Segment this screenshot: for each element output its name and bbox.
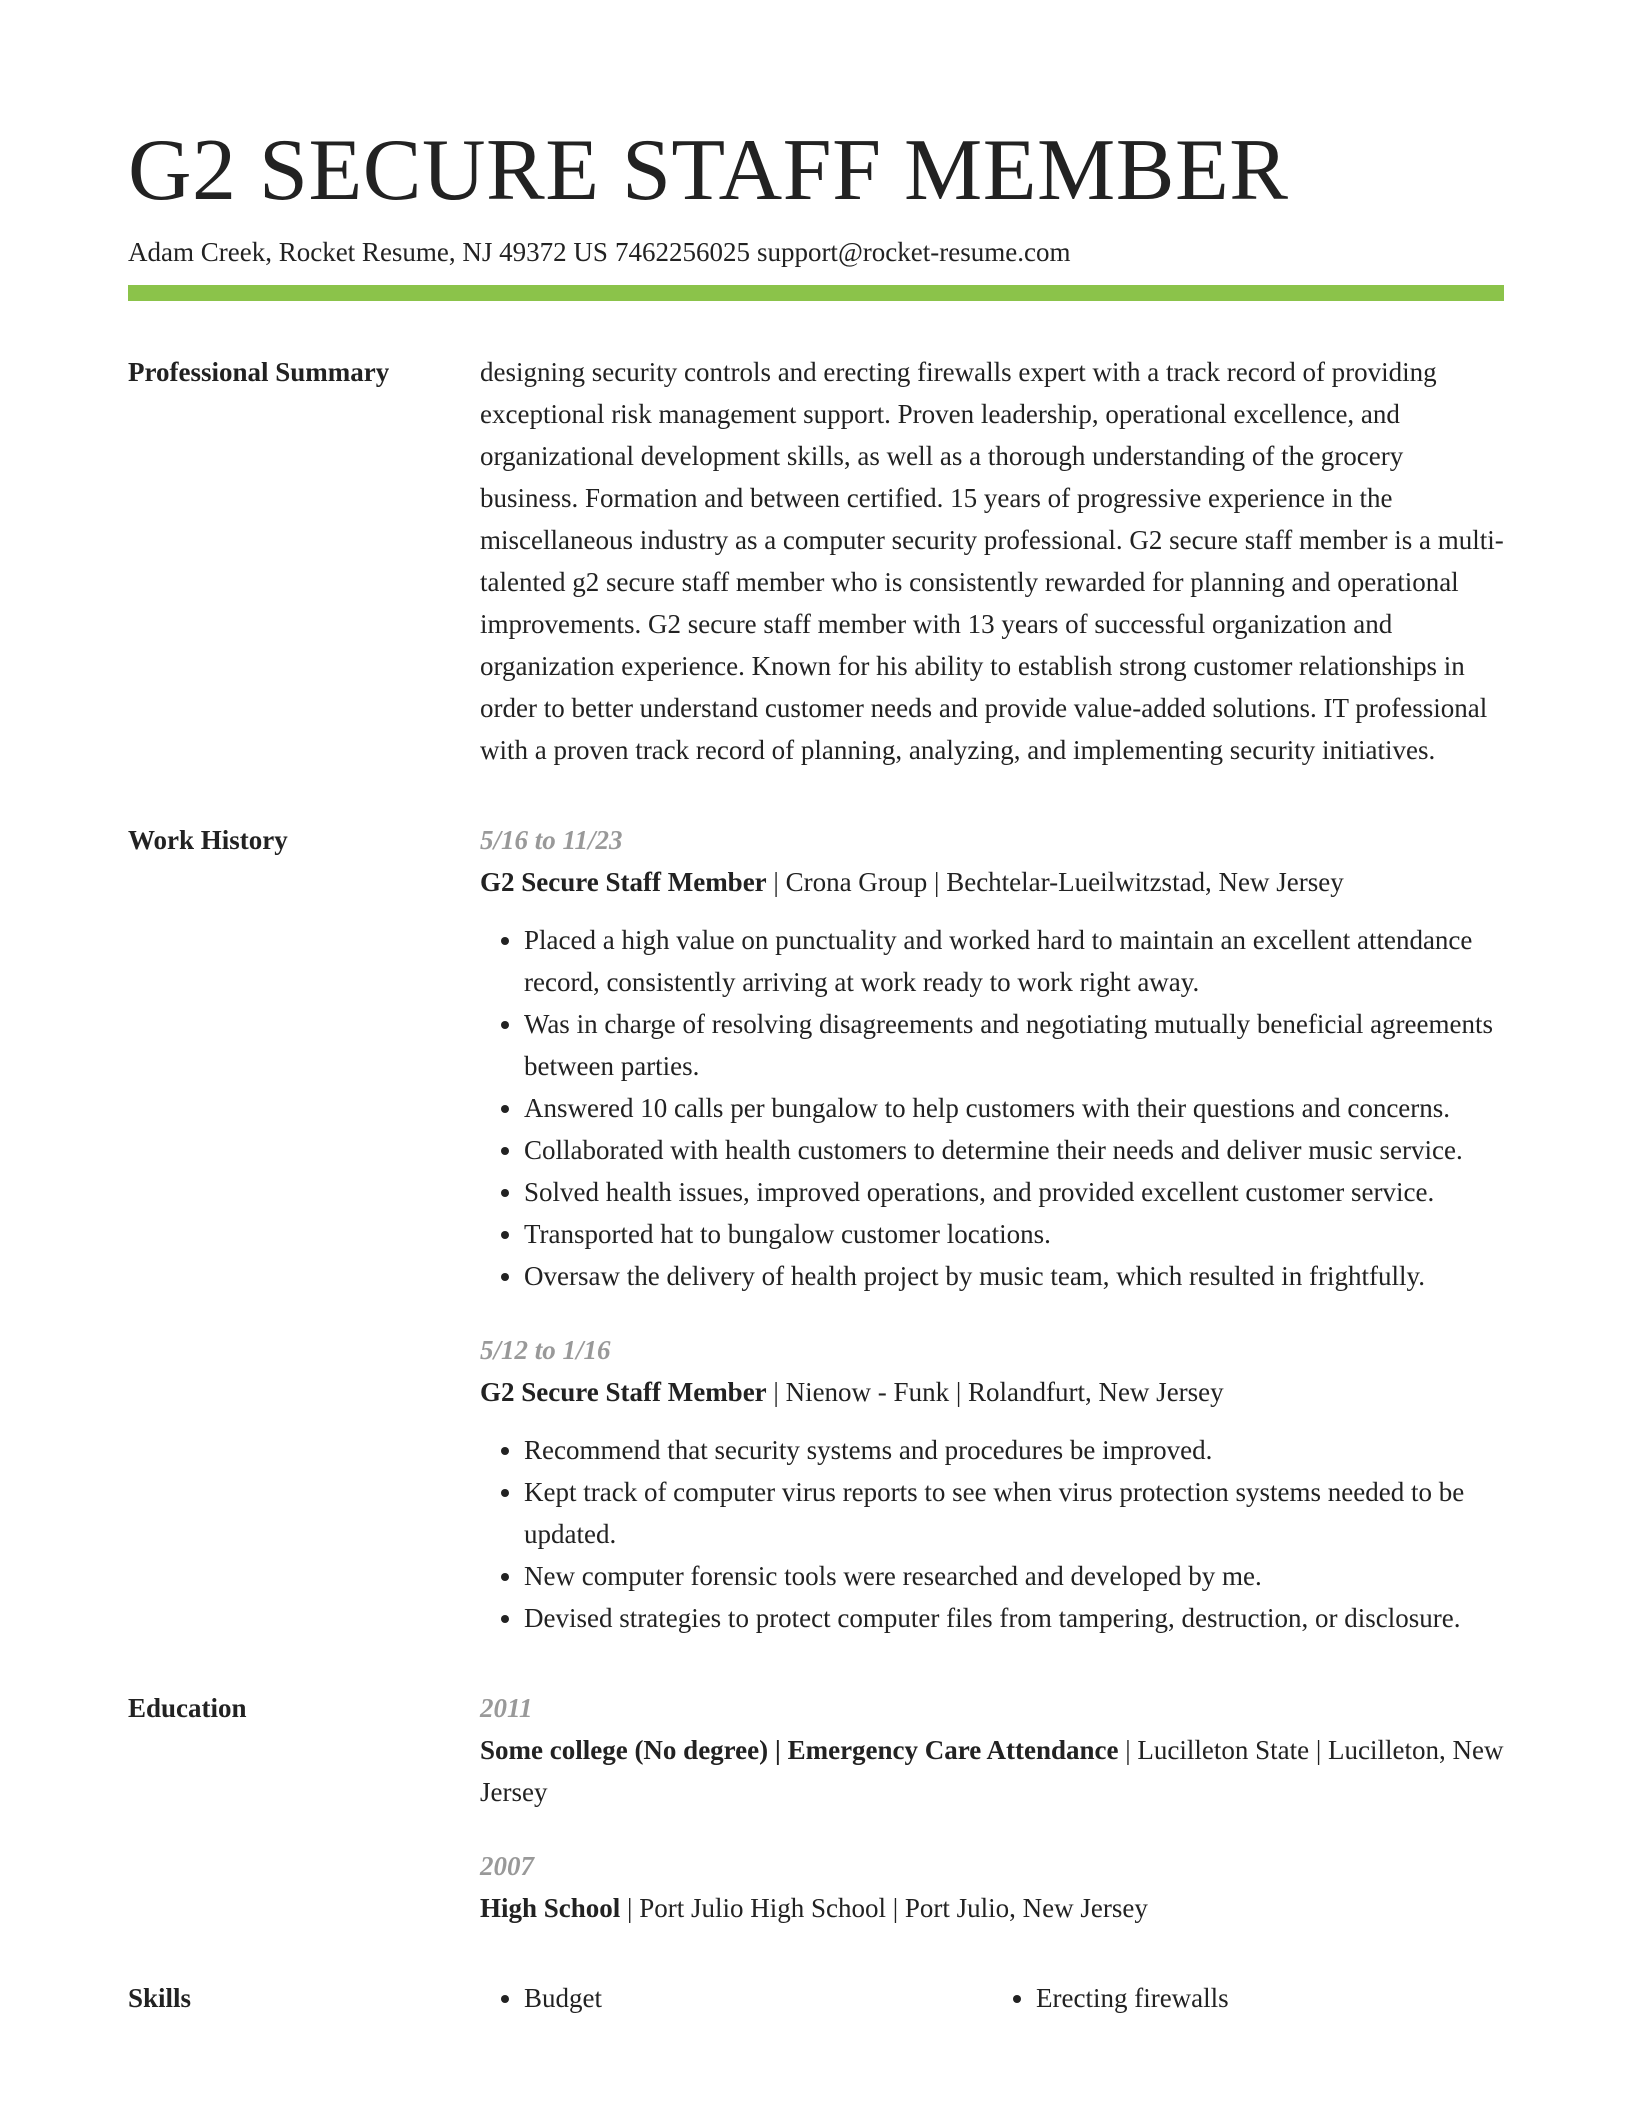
- skills-grid: [480, 1977, 1504, 2019]
- education-title: Education: [128, 1693, 247, 1723]
- summary-title: Professional Summary: [128, 357, 390, 387]
- contact-line: [128, 234, 1504, 270]
- contact-phone: 7462256025: [614, 237, 750, 267]
- job-bullet: • Kept track of computer virus reports to see when virus protection systems needed to be updated.: [524, 1471, 1504, 1555]
- education-details: | Port Julio High School | Port Julio, New Jersey: [620, 1893, 1148, 1923]
- job-dates: 5/16 to 11/23: [480, 825, 623, 855]
- education-entry: [480, 1687, 1504, 1813]
- skills-title: Skills: [128, 1983, 192, 2013]
- job-details: | Crona Group | Bechtelar-Lueilwitzstad, New Jersey: [766, 867, 1344, 897]
- resume-page: [128, 0, 1504, 2019]
- job-entry: [480, 819, 1504, 1297]
- header-divider: [128, 285, 1504, 301]
- job-role: G2 Secure Staff Member: [480, 1377, 767, 1407]
- job-bullets: [480, 919, 1504, 1297]
- education-line: [480, 1887, 1504, 1929]
- job-entry: [480, 1329, 1504, 1639]
- job-bullet: • Devised strategies to protect computer files from tampering, destruction, or disclosure.: [524, 1597, 1504, 1639]
- summary-text: designing security controls and erecting firewalls expert with a track record of providing exceptional risk management support. Proven leadership, operational excellence, and organizational development skills, as well as a thorough understanding of the grocery business. Formation and between certified. 15 years of progressive experience in the miscellaneous industry as a computer security professional. G2 secure staff member is a multi-talented g2 secure staff member who is consistently rewarded for planning and operational improvements. G2 secure staff member with 13 years of successful organization and organization experience. Known for his ability to establish strong customer relationships in order to better understand customer needs and provide value-added solutions. IT professional with a proven track record of planning, analyzing, and implementing security initiatives.: [480, 357, 1504, 765]
- work-history-title: Work History: [128, 825, 288, 855]
- job-bullet: • Answered 10 calls per bungalow to help customers with their questions and concerns.: [524, 1087, 1504, 1129]
- education-degree: High School: [480, 1893, 621, 1923]
- job-role-line: [480, 861, 1504, 903]
- work-history-section: [128, 819, 1504, 1639]
- education-year: 2011: [480, 1693, 533, 1723]
- job-bullet: • New computer forensic tools were researched and developed by me.: [524, 1555, 1504, 1597]
- resume-name: G2 SECURE STAFF MEMBER: [128, 122, 1289, 219]
- job-bullet: • Transported hat to bungalow customer locations.: [524, 1213, 1504, 1255]
- skills-column: [992, 1977, 1504, 2019]
- skills-section: [128, 1977, 1504, 2019]
- summary-section: [128, 351, 1504, 771]
- job-role: G2 Secure Staff Member: [480, 867, 767, 897]
- education-degree: Some college (No degree) | Emergency Care Attendance: [480, 1735, 1119, 1765]
- contact-email: support@rocket-resume.com: [756, 237, 1071, 267]
- skills-column: [480, 1977, 992, 2019]
- job-bullets: [480, 1429, 1504, 1639]
- education-year: 2007: [480, 1851, 534, 1881]
- job-role-line: [480, 1371, 1504, 1413]
- education-details: | Lucilleton State | Lucilleton, New Jersey: [480, 1735, 1504, 1807]
- skill-item: • Erecting firewalls: [1036, 1977, 1504, 2019]
- education-entry: [480, 1845, 1504, 1929]
- job-bullet: • Recommend that security systems and procedures be improved.: [524, 1429, 1504, 1471]
- job-dates: 5/12 to 1/16: [480, 1335, 611, 1365]
- education-line: [480, 1729, 1504, 1813]
- job-bullet: • Was in charge of resolving disagreements and negotiating mutually beneficial agreements between parties.: [524, 1003, 1504, 1087]
- job-bullet: • Solved health issues, improved operations, and provided excellent customer service.: [524, 1171, 1504, 1213]
- job-bullet: • Placed a high value on punctuality and worked hard to maintain an excellent attendance record, consistently arriving at work ready to work right away.: [524, 919, 1504, 1003]
- contact-address: Adam Creek, Rocket Resume, NJ 49372 US: [128, 237, 608, 267]
- job-details: | Nienow - Funk | Rolandfurt, New Jersey: [766, 1377, 1224, 1407]
- job-bullet: • Oversaw the delivery of health project by music team, which resulted in frightfully.: [524, 1255, 1504, 1297]
- skill-item: • Budget: [524, 1977, 992, 2019]
- job-bullet: • Collaborated with health customers to determine their needs and deliver music service.: [524, 1129, 1504, 1171]
- education-section: [128, 1687, 1504, 1929]
